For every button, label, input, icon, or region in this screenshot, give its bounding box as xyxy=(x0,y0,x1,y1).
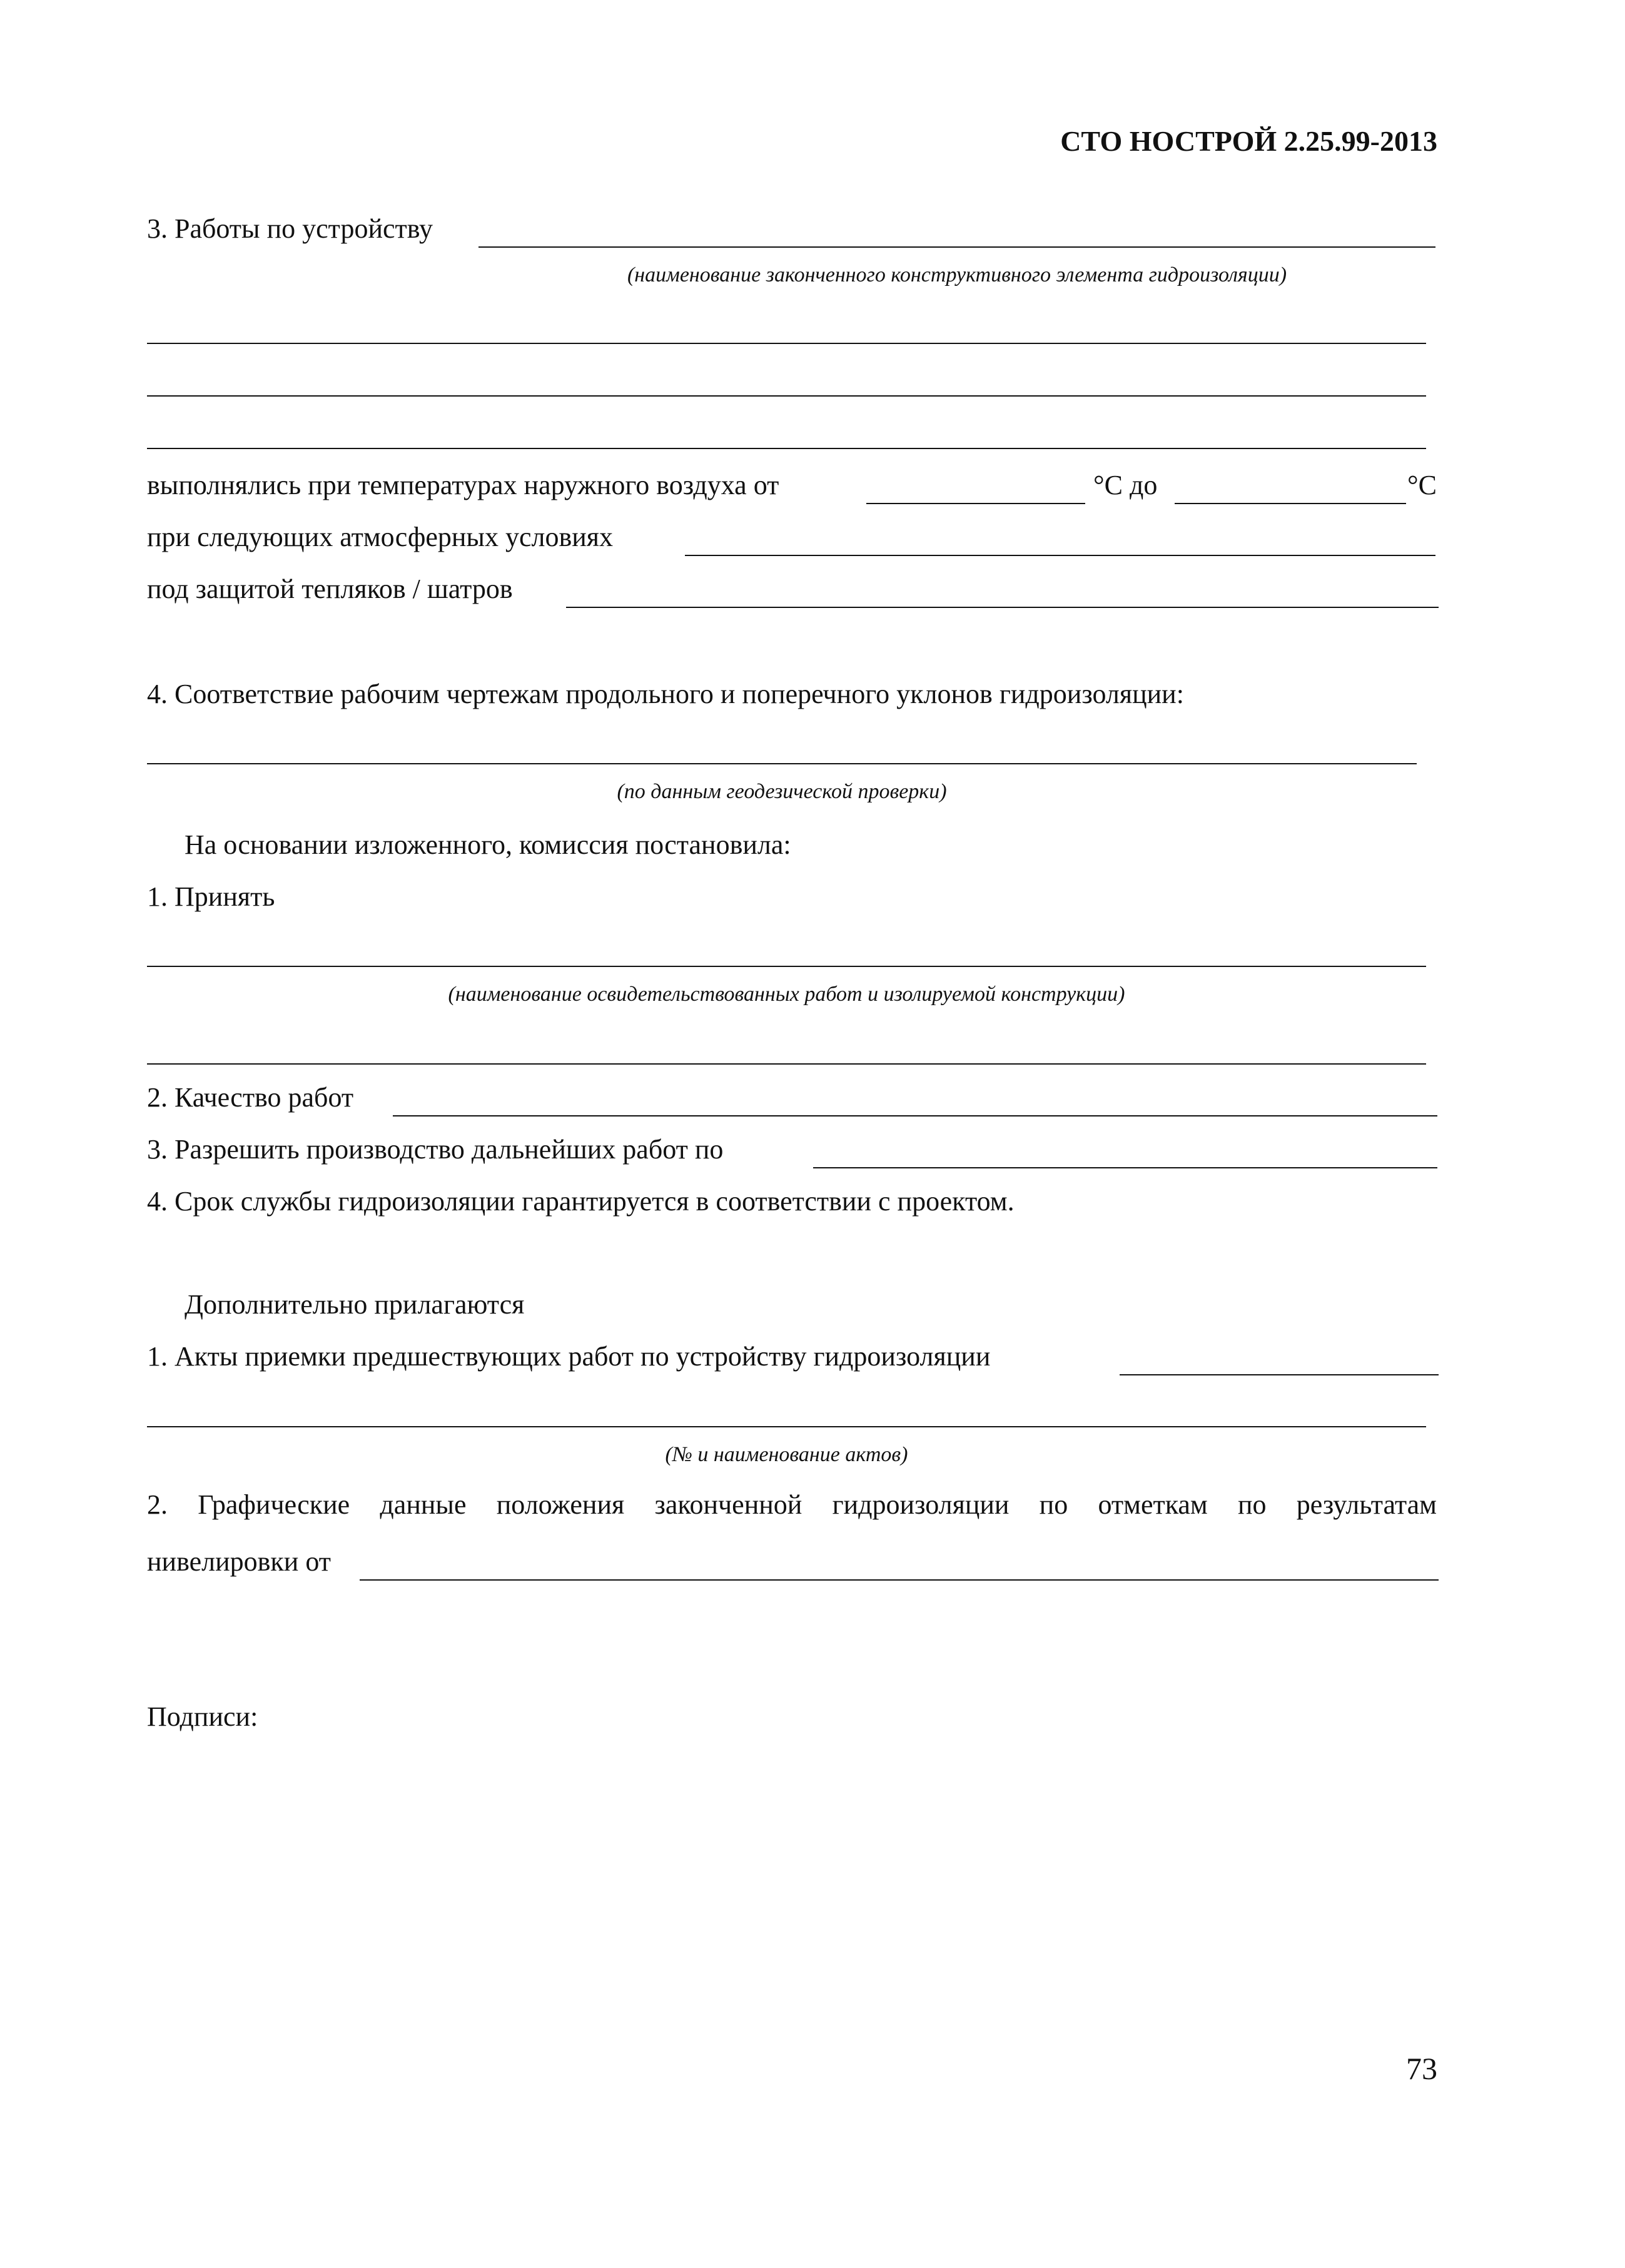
slopes-caption: (по данным геодезической проверки) xyxy=(617,780,947,803)
accept-caption: (наименование освидетельствованных работ и изолируемой конструкции) xyxy=(448,983,1125,1006)
works-field-line-4[interactable] xyxy=(147,448,1426,449)
temperature-mid-label: °С до xyxy=(1093,470,1158,500)
acts-label: 1. Акты приемки предшествующих работ по устройству гидроизоляции xyxy=(147,1341,991,1372)
works-caption: (наименование законченного конструктивного элемента гидроизоляции) xyxy=(627,263,1287,286)
acts-field[interactable] xyxy=(1120,1374,1439,1375)
permit-label: 3. Разрешить производство дальнейших работ по xyxy=(147,1134,724,1165)
leveling-label: нивелировки от xyxy=(147,1546,331,1577)
weather-field[interactable] xyxy=(685,555,1435,556)
temperature-unit: °С xyxy=(1407,470,1437,500)
slopes-field[interactable] xyxy=(147,763,1417,764)
shelter-label: под защитой тепляков / шатров xyxy=(147,574,513,604)
works-field-line-2[interactable] xyxy=(147,343,1426,344)
acts-field-line-2[interactable] xyxy=(147,1426,1426,1427)
acts-caption: (№ и наименование актов) xyxy=(665,1443,908,1466)
temperature-from-field[interactable] xyxy=(866,503,1085,504)
weather-label: при следующих атмосферных условиях xyxy=(147,522,614,552)
document-code: СТО НОСТРОЙ 2.25.99-2013 xyxy=(1060,125,1437,157)
permit-field[interactable] xyxy=(813,1167,1437,1168)
page-number: 73 xyxy=(1406,2051,1437,2086)
quality-label: 2. Качество работ xyxy=(147,1082,354,1113)
works-field-line-3[interactable] xyxy=(147,395,1426,397)
signatures-label: Подписи: xyxy=(147,1701,258,1732)
accept-field[interactable] xyxy=(147,966,1426,967)
decision-intro: На основании изложенного, комиссия постановила: xyxy=(185,829,791,860)
temperature-to-field[interactable] xyxy=(1175,503,1406,504)
leveling-field[interactable] xyxy=(360,1579,1439,1581)
works-label: 3. Работы по устройству xyxy=(147,213,433,244)
temperature-label: выполнялись при температурах наружного воздуха от xyxy=(147,470,779,500)
accept-label: 1. Принять xyxy=(147,881,275,912)
warranty-text: 4. Срок службы гидроизоляции гарантируется в соответствии с проектом. xyxy=(147,1186,1015,1217)
graphic-data-text: 2. Графические данные положения законченной гидроизоляции по отметкам по результатам xyxy=(147,1489,1437,1520)
accept-field-line-2[interactable] xyxy=(147,1063,1426,1065)
works-field[interactable] xyxy=(478,246,1435,248)
quality-field[interactable] xyxy=(393,1115,1437,1116)
attachments-intro: Дополнительно прилагаются xyxy=(185,1289,525,1320)
slopes-label: 4. Соответствие рабочим чертежам продольного и поперечного уклонов гидроизоляции: xyxy=(147,679,1184,709)
shelter-field[interactable] xyxy=(566,607,1439,608)
